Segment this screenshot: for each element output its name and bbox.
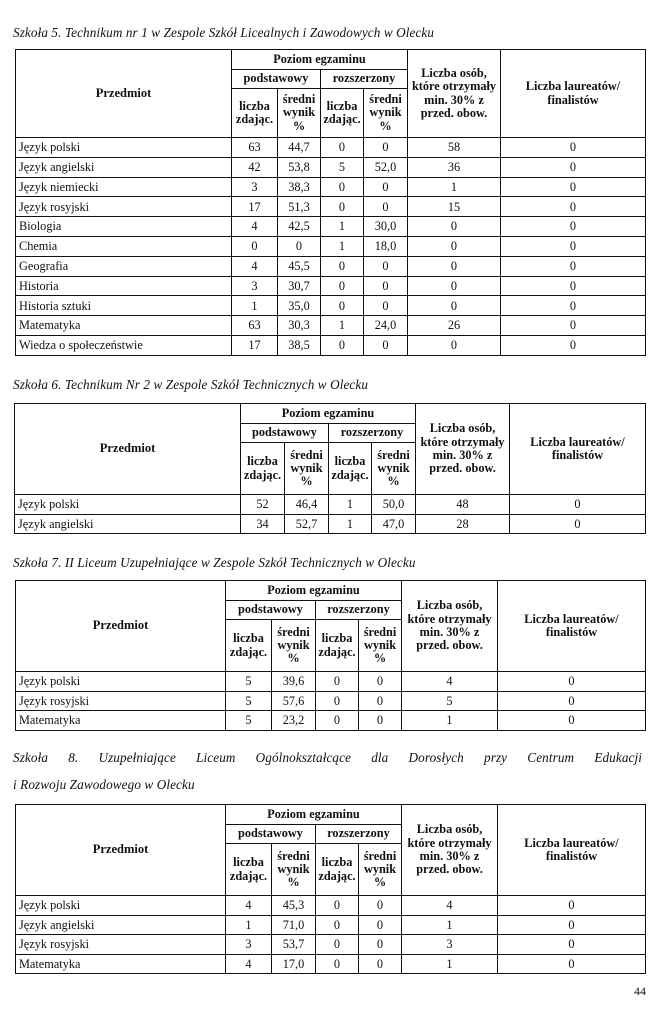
header-basic: podstawowy: [226, 601, 316, 620]
header-extended: rozszerzony: [321, 70, 408, 89]
school-8-title-line1: Szkoła 8. Uzupełniające Liceum Ogólnokształcące dla Dorosłych przy Centrum Edukacji: [13, 750, 642, 765]
value-cell: 0: [501, 177, 646, 197]
value-cell: 1: [402, 915, 498, 935]
value-cell: 0: [408, 217, 501, 237]
value-cell: 1: [329, 495, 372, 515]
value-cell: 0: [501, 276, 646, 296]
header-extended-avg: średni wynik %: [372, 443, 416, 495]
value-cell: 71,0: [272, 915, 316, 935]
subject-cell: Biologia: [16, 217, 232, 237]
value-cell: 0: [359, 954, 402, 974]
table-row: [16, 935, 646, 955]
value-cell: 0: [510, 495, 646, 515]
value-cell: 51,3: [278, 197, 321, 217]
subject-cell: Historia sztuki: [16, 296, 232, 316]
header-basic-count: liczba zdając.: [226, 844, 272, 896]
value-cell: 42: [232, 157, 278, 177]
subject-cell: Matematyka: [16, 316, 232, 336]
value-cell: 0: [498, 672, 646, 692]
value-cell: 45,3: [272, 896, 316, 916]
value-cell: 0: [316, 954, 359, 974]
value-cell: 0: [359, 672, 402, 692]
value-cell: 0: [498, 954, 646, 974]
value-cell: 47,0: [372, 514, 416, 534]
value-cell: 4: [232, 256, 278, 276]
header-passed-count: Liczba osób, które otrzymały min. 30% z przed. obow.: [402, 581, 498, 672]
value-cell: 0: [359, 935, 402, 955]
value-cell: 0: [501, 197, 646, 217]
table-row: [16, 217, 646, 237]
table-row: [15, 495, 646, 515]
header-extended-count: liczba zdając.: [316, 620, 359, 672]
subject-cell: Geografia: [16, 256, 232, 276]
value-cell: 0: [321, 256, 364, 276]
value-cell: 0: [408, 276, 501, 296]
table-row: [16, 197, 646, 217]
value-cell: 0: [498, 915, 646, 935]
value-cell: 0: [316, 672, 359, 692]
value-cell: 26: [408, 316, 501, 336]
value-cell: 4: [226, 954, 272, 974]
value-cell: 1: [408, 177, 501, 197]
subject-cell: Język polski: [16, 896, 226, 916]
header-extended-avg: średni wynik %: [359, 844, 402, 896]
value-cell: 34: [241, 514, 285, 534]
header-laureates: Liczba laureatów/ finalistów: [501, 50, 646, 138]
value-cell: 0: [501, 217, 646, 237]
value-cell: 0: [501, 316, 646, 336]
header-basic-avg: średni wynik %: [285, 443, 329, 495]
value-cell: 0: [321, 138, 364, 158]
value-cell: 17,0: [272, 954, 316, 974]
value-cell: 0: [316, 711, 359, 731]
header-row-1: [16, 805, 646, 825]
value-cell: 0: [501, 236, 646, 256]
value-cell: 5: [226, 672, 272, 692]
subject-cell: Język angielski: [15, 514, 241, 534]
school-5-table: [15, 49, 646, 356]
value-cell: 52,0: [364, 157, 408, 177]
header-extended-avg: średni wynik %: [364, 89, 408, 138]
header-extended-avg: średni wynik %: [359, 620, 402, 672]
table-row: [16, 157, 646, 177]
header-exam-level: Poziom egzaminu: [226, 581, 402, 601]
value-cell: 35,0: [278, 296, 321, 316]
value-cell: 28: [416, 514, 510, 534]
value-cell: 5: [226, 691, 272, 711]
value-cell: 0: [359, 915, 402, 935]
value-cell: 0: [408, 256, 501, 276]
value-cell: 1: [226, 915, 272, 935]
header-extended: rozszerzony: [316, 601, 402, 620]
value-cell: 0: [498, 711, 646, 731]
school-6-title: Szkoła 6. Technikum Nr 2 w Zespole Szkół Technicznych w Olecku: [13, 377, 369, 392]
value-cell: 3: [226, 935, 272, 955]
header-row-1: [16, 581, 646, 601]
header-laureates: Liczba laureatów/ finalistów: [510, 404, 646, 495]
value-cell: 1: [321, 316, 364, 336]
value-cell: 53,8: [278, 157, 321, 177]
value-cell: 1: [402, 711, 498, 731]
header-subject: Przedmiot: [16, 581, 226, 672]
table-row: [16, 954, 646, 974]
value-cell: 57,6: [272, 691, 316, 711]
header-passed-count: Liczba osób, które otrzymały min. 30% z przed. obow.: [402, 805, 498, 896]
table-row: [16, 236, 646, 256]
value-cell: 0: [510, 514, 646, 534]
subject-cell: Język angielski: [16, 157, 232, 177]
table-row: [16, 177, 646, 197]
subject-cell: Matematyka: [16, 954, 226, 974]
value-cell: 0: [316, 935, 359, 955]
subject-cell: Język rosyjski: [16, 935, 226, 955]
value-cell: 0: [408, 296, 501, 316]
value-cell: 0: [321, 177, 364, 197]
subject-cell: Chemia: [16, 236, 232, 256]
value-cell: 0: [498, 935, 646, 955]
value-cell: 0: [364, 296, 408, 316]
value-cell: 5: [402, 691, 498, 711]
header-exam-level: Poziom egzaminu: [232, 50, 408, 70]
subject-cell: Język rosyjski: [16, 691, 226, 711]
value-cell: 1: [329, 514, 372, 534]
header-laureates: Liczba laureatów/ finalistów: [498, 805, 646, 896]
value-cell: 0: [408, 236, 501, 256]
value-cell: 1: [402, 954, 498, 974]
value-cell: 58: [408, 138, 501, 158]
value-cell: 0: [364, 335, 408, 355]
subject-cell: Wiedza o społeczeństwie: [16, 335, 232, 355]
value-cell: 0: [501, 256, 646, 276]
value-cell: 0: [359, 691, 402, 711]
value-cell: 39,6: [272, 672, 316, 692]
value-cell: 0: [408, 335, 501, 355]
header-extended-count: liczba zdając.: [329, 443, 372, 495]
header-basic-count: liczba zdając.: [226, 620, 272, 672]
value-cell: 44,7: [278, 138, 321, 158]
header-passed-count: Liczba osób, które otrzymały min. 30% z przed. obow.: [416, 404, 510, 495]
header-row-1: [15, 404, 646, 424]
value-cell: 5: [226, 711, 272, 731]
value-cell: 42,5: [278, 217, 321, 237]
value-cell: 0: [364, 197, 408, 217]
value-cell: 0: [321, 276, 364, 296]
value-cell: 0: [321, 197, 364, 217]
school-8-title-line2: i Rozwoju Zawodowego w Olecku: [13, 777, 195, 792]
table-row: [16, 691, 646, 711]
value-cell: 0: [501, 138, 646, 158]
header-basic: podstawowy: [226, 825, 316, 844]
header-basic-avg: średni wynik %: [272, 620, 316, 672]
table-row: [16, 276, 646, 296]
subject-cell: Język polski: [15, 495, 241, 515]
table-row: [16, 138, 646, 158]
value-cell: 23,2: [272, 711, 316, 731]
subject-cell: Język rosyjski: [16, 197, 232, 217]
value-cell: 0: [316, 691, 359, 711]
value-cell: 0: [321, 335, 364, 355]
header-extended-count: liczba zdając.: [316, 844, 359, 896]
value-cell: 0: [359, 711, 402, 731]
header-subject: Przedmiot: [15, 404, 241, 495]
value-cell: 3: [402, 935, 498, 955]
header-exam-level: Poziom egzaminu: [226, 805, 402, 825]
value-cell: 0: [364, 256, 408, 276]
value-cell: 53,7: [272, 935, 316, 955]
header-row-1: [16, 50, 646, 70]
value-cell: 0: [321, 296, 364, 316]
value-cell: 4: [402, 672, 498, 692]
header-extended-count: liczba zdając.: [321, 89, 364, 138]
subject-cell: Język polski: [16, 672, 226, 692]
header-exam-level: Poziom egzaminu: [241, 404, 416, 424]
table-row: [16, 316, 646, 336]
value-cell: 45,5: [278, 256, 321, 276]
value-cell: 0: [232, 236, 278, 256]
subject-cell: Język angielski: [16, 915, 226, 935]
value-cell: 46,4: [285, 495, 329, 515]
value-cell: 63: [232, 316, 278, 336]
header-basic-count: liczba zdając.: [232, 89, 278, 138]
subject-cell: Język niemiecki: [16, 177, 232, 197]
value-cell: 1: [232, 296, 278, 316]
value-cell: 4: [232, 217, 278, 237]
value-cell: 0: [498, 691, 646, 711]
header-subject: Przedmiot: [16, 50, 232, 138]
table-row: [16, 335, 646, 355]
header-basic-avg: średni wynik %: [272, 844, 316, 896]
value-cell: 0: [501, 335, 646, 355]
header-basic: podstawowy: [232, 70, 321, 89]
page-number: 44: [634, 984, 646, 998]
subject-cell: Matematyka: [16, 711, 226, 731]
subject-cell: Historia: [16, 276, 232, 296]
table-row: [16, 896, 646, 916]
value-cell: 0: [498, 896, 646, 916]
value-cell: 30,3: [278, 316, 321, 336]
value-cell: 0: [316, 915, 359, 935]
school-8-table: [15, 804, 646, 974]
school-7-title: Szkoła 7. II Liceum Uzupełniające w Zespole Szkół Technicznych w Olecku: [13, 555, 416, 570]
value-cell: 1: [321, 236, 364, 256]
value-cell: 18,0: [364, 236, 408, 256]
table-row: [16, 256, 646, 276]
value-cell: 0: [364, 138, 408, 158]
school-7-table: [15, 580, 646, 731]
value-cell: 0: [501, 296, 646, 316]
value-cell: 0: [364, 177, 408, 197]
school-6-table: [14, 403, 646, 534]
value-cell: 38,3: [278, 177, 321, 197]
value-cell: 5: [321, 157, 364, 177]
value-cell: 38,5: [278, 335, 321, 355]
value-cell: 24,0: [364, 316, 408, 336]
subject-cell: Język polski: [16, 138, 232, 158]
table-row: [16, 915, 646, 935]
value-cell: 0: [316, 896, 359, 916]
value-cell: 36: [408, 157, 501, 177]
header-extended: rozszerzony: [329, 424, 416, 443]
value-cell: 17: [232, 335, 278, 355]
header-passed-count: Liczba osób, które otrzymały min. 30% z przed. obow.: [408, 50, 501, 138]
table-row: [16, 296, 646, 316]
value-cell: 30,0: [364, 217, 408, 237]
table-row: [16, 711, 646, 731]
header-extended: rozszerzony: [316, 825, 402, 844]
value-cell: 0: [501, 157, 646, 177]
value-cell: 52: [241, 495, 285, 515]
header-basic-count: liczba zdając.: [241, 443, 285, 495]
value-cell: 4: [226, 896, 272, 916]
value-cell: 1: [321, 217, 364, 237]
value-cell: 0: [359, 896, 402, 916]
value-cell: 63: [232, 138, 278, 158]
header-basic: podstawowy: [241, 424, 329, 443]
value-cell: 0: [364, 276, 408, 296]
table-row: [15, 514, 646, 534]
value-cell: 48: [416, 495, 510, 515]
value-cell: 17: [232, 197, 278, 217]
header-subject: Przedmiot: [16, 805, 226, 896]
value-cell: 52,7: [285, 514, 329, 534]
table-row: [16, 672, 646, 692]
header-basic-avg: średni wynik %: [278, 89, 321, 138]
value-cell: 3: [232, 177, 278, 197]
value-cell: 4: [402, 896, 498, 916]
value-cell: 3: [232, 276, 278, 296]
value-cell: 50,0: [372, 495, 416, 515]
value-cell: 15: [408, 197, 501, 217]
value-cell: 30,7: [278, 276, 321, 296]
header-laureates: Liczba laureatów/ finalistów: [498, 581, 646, 672]
school-5-title: Szkoła 5. Technikum nr 1 w Zespole Szkół Licealnych i Zawodowych w Olecku: [13, 25, 435, 40]
value-cell: 0: [278, 236, 321, 256]
